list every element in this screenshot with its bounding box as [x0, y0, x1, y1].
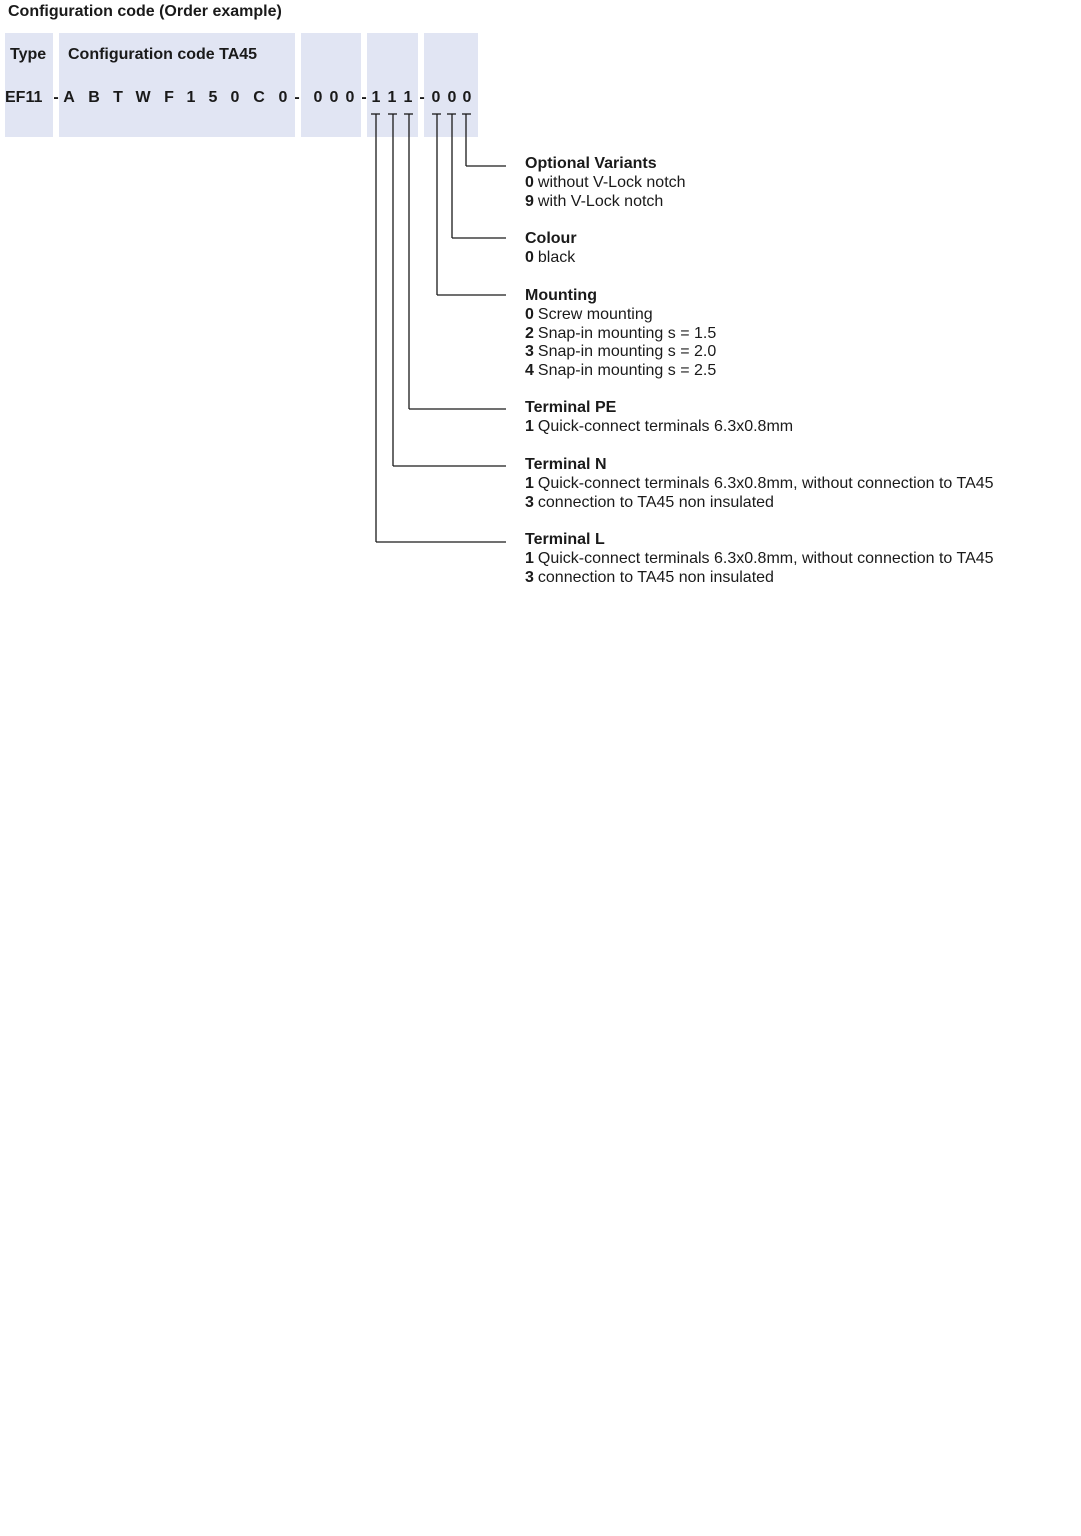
legend-option: 4 Snap-in mounting s = 2.5 — [525, 362, 717, 380]
legend-option: 0 black — [525, 248, 576, 266]
code-dash: - — [419, 89, 425, 106]
code-char: A — [63, 89, 75, 106]
legend-colour — [525, 230, 577, 268]
legend-terminal-pe — [525, 399, 793, 437]
code-dash: - — [361, 89, 367, 106]
legend-title: Colour — [525, 230, 577, 247]
code-char: 1 — [186, 89, 196, 106]
code-char: W — [135, 89, 151, 106]
code-char: 0 — [447, 89, 457, 106]
code-char: 0 — [230, 89, 240, 106]
code-char: 0 — [329, 89, 339, 106]
legend-option: 0 without V-Lock notch — [525, 173, 686, 191]
code-char: 1 — [387, 89, 397, 106]
code-char: F — [164, 89, 174, 106]
code-char: 0 — [462, 89, 472, 106]
legend-option: 0 Screw mounting — [525, 305, 653, 323]
legend-title: Terminal N — [525, 456, 607, 473]
legend-title: Terminal PE — [525, 399, 617, 416]
code-char: 5 — [208, 89, 218, 106]
code-char: 0 — [278, 89, 288, 106]
legend-option: 2 Snap-in mounting s = 1.5 — [525, 324, 717, 342]
code-dash: - — [294, 89, 300, 106]
legend-option: 3 connection to TA45 non insulated — [525, 493, 774, 511]
legend-option: 3 Snap-in mounting s = 2.0 — [525, 343, 717, 361]
legend-option: 9 with V-Lock notch — [525, 192, 664, 210]
legend-mounting — [525, 287, 716, 381]
code-char: 1 — [371, 89, 381, 106]
legend-title: Optional Variants — [525, 155, 657, 172]
legend-optional-variants — [525, 155, 686, 211]
legend-terminal-l — [525, 531, 994, 587]
legend-option: 1 Quick-connect terminals 6.3x0.8mm — [525, 417, 794, 435]
code-char: T — [113, 89, 123, 106]
legend-option: 3 connection to TA45 non insulated — [525, 568, 774, 586]
config-header: Configuration code TA45 — [68, 46, 258, 63]
legend-title: Terminal L — [525, 531, 605, 548]
page-title: Configuration code (Order example) — [8, 3, 282, 20]
type-header: Type — [10, 46, 47, 63]
legend-terminal-n — [525, 456, 994, 512]
code-char: 0 — [431, 89, 441, 106]
legend-option: 1 Quick-connect terminals 6.3x0.8mm, without connection to TA45 — [525, 549, 994, 567]
code-char: C — [253, 89, 265, 106]
legend-option: 1 Quick-connect terminals 6.3x0.8mm, without connection to TA45 — [525, 474, 994, 492]
legend-title: Mounting — [525, 287, 597, 304]
code-char: 0 — [313, 89, 323, 106]
code-char: 0 — [345, 89, 355, 106]
type-code: EF11 — [5, 89, 43, 106]
code-char: 1 — [403, 89, 413, 106]
code-dash: - — [53, 89, 59, 106]
code-char: B — [88, 89, 100, 106]
